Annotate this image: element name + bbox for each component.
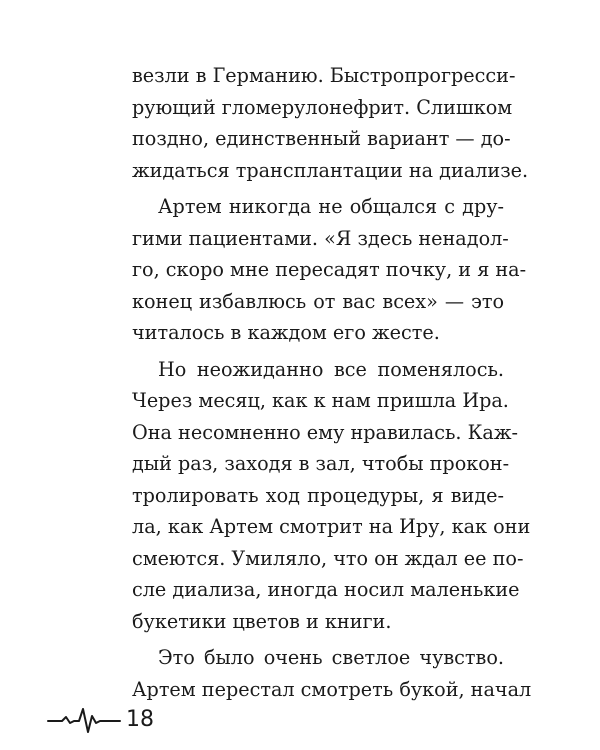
paragraph	[132, 642, 532, 705]
text-line: сле диализа, иногда носил маленькие	[132, 578, 520, 601]
text-line: гими пациентами. «Я здесь ненадол-	[132, 226, 509, 250]
text-line: дый раз, заходя в зал, чтобы прокон-	[132, 452, 510, 475]
heartbeat-pulse-icon	[46, 706, 122, 734]
text-line: го, скоро мне пересадят почку, и я на-	[132, 258, 527, 281]
text-line: жидаться трансплантации на диализе.	[132, 158, 529, 182]
text-line: букетики цветов и книги.	[132, 609, 392, 633]
page-body	[132, 60, 532, 705]
text-line: ла, как Артем смотрит на Иру, как они	[132, 515, 531, 538]
text-line: Артем перестал смотреть букой, начал	[132, 677, 532, 701]
page-number: 18	[126, 707, 154, 732]
text-line: рующий гломерулонефрит. Слишком	[132, 95, 513, 119]
text-line: смеются. Умиляло, что он ждал ее по-	[132, 546, 524, 570]
text-line: везли в Германию. Быстропрогресси-	[132, 64, 516, 87]
paragraph	[132, 60, 529, 186]
page-footer	[46, 706, 154, 734]
text-line: Она несомненно ему нравилась. Каж-	[132, 420, 519, 444]
text-line: поздно, единственный вариант — до-	[132, 127, 511, 150]
paragraph	[132, 354, 531, 638]
text-line: Но неожиданно все поменялось.	[158, 357, 504, 381]
text-line: конец избавлюсь от вас всех» — это	[132, 289, 504, 313]
text-line: Через месяц, как к нам пришла Ира.	[132, 389, 509, 412]
text-line: Это было очень светлое чувство.	[158, 646, 504, 669]
text-line: читалось в каждом его жесте.	[132, 321, 440, 344]
text-line: Артем никогда не общался с дру-	[158, 195, 504, 218]
text-line: тролировать ход процедуры, я виде-	[132, 483, 504, 507]
paragraph	[132, 191, 527, 349]
